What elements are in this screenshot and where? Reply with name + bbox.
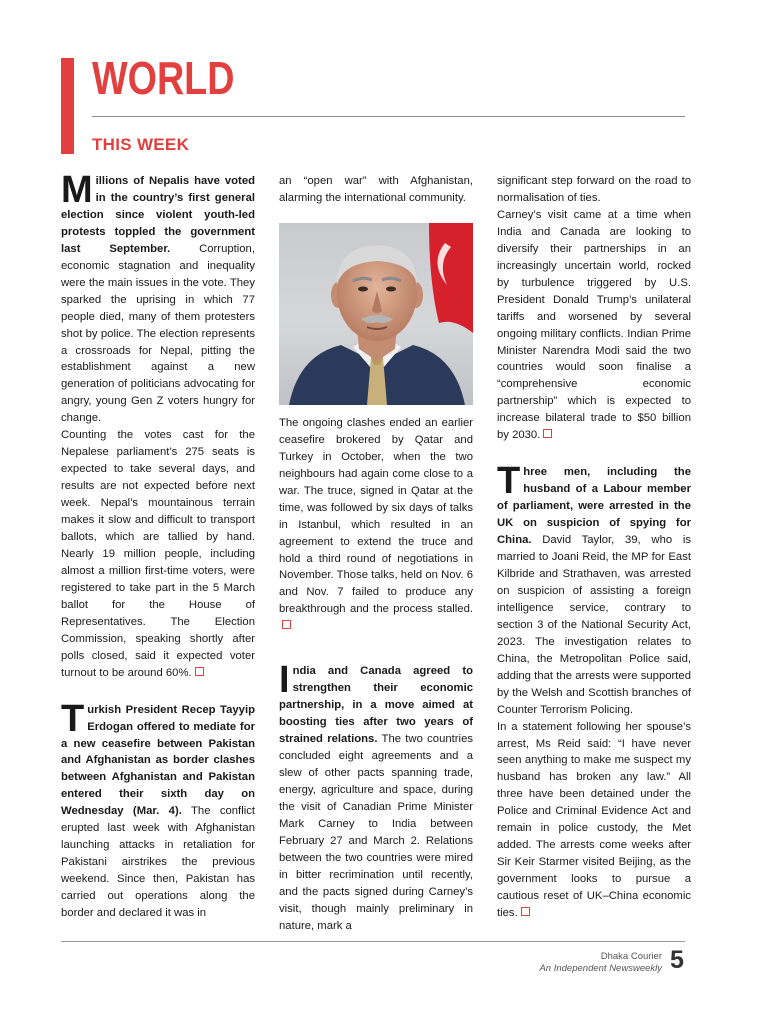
- story-uk-china-intro: [497, 460, 691, 718]
- story-end-icon: [195, 667, 204, 676]
- story-pakistan-continued: an “open war” with Afghanistan, alarming the international community.: [279, 175, 473, 204]
- story-end-icon: [543, 429, 552, 438]
- story-text: The two countries concluded eight agreements and a slew of other pacts spanning trade, energy, agriculture and space, during the visit of Canadian Prime Minister Mark Carney to India between February 27 and March 2. Relations between the two countries were mired in bitter recrimination until recently, and the pacts signed during Carney’s visit, though mainly preliminary in nature, mark a: [279, 733, 473, 932]
- story-india-canada-continued: significant step forward on the road to normalisation of ties.: [497, 175, 691, 204]
- column-2: [279, 173, 473, 935]
- page-number: 5: [670, 946, 684, 974]
- story-pakistan-intro: [61, 697, 256, 922]
- footer-divider: [61, 941, 685, 942]
- column-3: [497, 173, 691, 922]
- story-nepal-paragraph: [61, 427, 255, 681]
- story-text: In a statement following her spouse’s arrest, Ms Reid said: “I have never seen anything to make me suspect my husband has broken any law.” All three have been detained under the Police and Criminal Evidence Act and remain in police custody, the Met added. The arrests come weeks after Sir Keir Starmer visited Beijing, as the government looks to pursue a cautious reset of UK–China economic ties.: [497, 720, 691, 920]
- dropcap: I: [279, 659, 290, 702]
- story-uk-china-paragraph: [497, 719, 691, 922]
- story-lead: hree men, including the husband of a Labour member of parliament, were arrested in the UK on suspicion of spying for China.: [497, 466, 691, 547]
- header-divider: [92, 116, 685, 117]
- story-text: The ongoing clashes ended an earlier ceasefire brokered by Qatar and Turkey in October, when the two neighbours had again come close to a war. The truce, signed in Qatar at the time, was followed by six days of talks in Istanbul, which resulted in an agreement to extend the truce and hold a third round of negotiations in November. Those talks, held on Nov. 6 and Nov. 7 failed to produce any breakthrough and the process stalled.: [279, 416, 473, 616]
- section-title: WORLD: [92, 52, 235, 104]
- dropcap: T: [61, 697, 85, 740]
- section-accent-bar: [61, 58, 74, 154]
- story-lead: illions of Nepalis have voted in the country’s first general election since violent youth-led protests toppled the government last September.: [61, 175, 255, 255]
- story-text: David Taylor, 39, who is married to Joani Reid, the MP for East Kilbride and Strathaven, was arrested on suspicion of assisting a foreign intelligence service, contrary to section 3 of the National Security Act, 2023. The investigation relates to China, the Metropolitan Police said, adding that the arrests were supported by the Welsh and Scottish branches of Counter Terrorism Policing.: [497, 534, 691, 716]
- story-text: The conflict erupted last week with Afghanistan launching attacks in retaliation for Pakistani airstrikes the previous weekend. Since then, Pakistan has carried out operations along the border and declared it was in: [61, 805, 256, 920]
- story-nepal-intro: [61, 169, 255, 427]
- story-india-canada-paragraph: [497, 207, 691, 444]
- column-1: [61, 169, 256, 922]
- story-india-canada-intro: [279, 659, 473, 934]
- publication-name: Dhaka Courier: [600, 951, 662, 962]
- footer-publication: [539, 951, 662, 975]
- dropcap: T: [497, 460, 521, 503]
- story-lead: urkish President Recep Tayyip Erdogan offered to mediate for a new ceasefire between Pakistan and Afghanistan as border clashes between Afghanistan and Pakistan entered their sixth day on Wednesday (Mar. 4).: [61, 703, 255, 818]
- dropcap: M: [61, 169, 93, 211]
- story-text: Carney’s visit came at a time when India and Canada are looking to diversify their partnerships in an increasingly uncertain world, rocked by turbulence triggered by U.S. President Donald Trump’s unilateral tariffs and worsened by several ongoing military conflicts. Indian Prime Minister Narendra Modi said the two countries would soon finalise a “comprehensive economic partnership” which is expected to increase bilateral trade to $50 billion by 2030.: [497, 208, 691, 442]
- story-end-icon: [282, 620, 291, 629]
- section-subtitle: THIS WEEK: [92, 135, 190, 154]
- story-end-icon: [521, 907, 530, 916]
- erdogan-photo: [279, 223, 473, 405]
- portrait-image: [279, 223, 473, 405]
- story-pakistan-paragraph: [279, 415, 473, 635]
- story-text: Counting the votes cast for the Nepalese parliament’s 275 seats is expected to take several days, and results are not expected before next week. Nepal’s mountainous terrain makes it slow and difficult to transport ballots, which are tallied by hand. Nearly 19 million people, including almost a million first-time voters, were registered to take part in the 5 March ballot for the House of Representatives. The Election Commission, speaking shortly after polls closed, said it expected voter turnout to be around 60%.: [61, 429, 255, 679]
- publication-tagline: An Independent Newsweekly: [539, 963, 662, 974]
- story-text: Corruption, economic stagnation and inequality were the main issues in the vote. They sparked the uprising in which 77 people died, many of them protesters shot by police. The election represents a crossroads for Nepal, pitting the establishment against a new generation of politicians advocating for angry, young Gen Z voters hungry for change.: [61, 242, 255, 425]
- story-lead: ndia and Canada agreed to strengthen their economic partnership, in a move aimed at boosting ties after two years of strained relations.: [279, 665, 473, 746]
